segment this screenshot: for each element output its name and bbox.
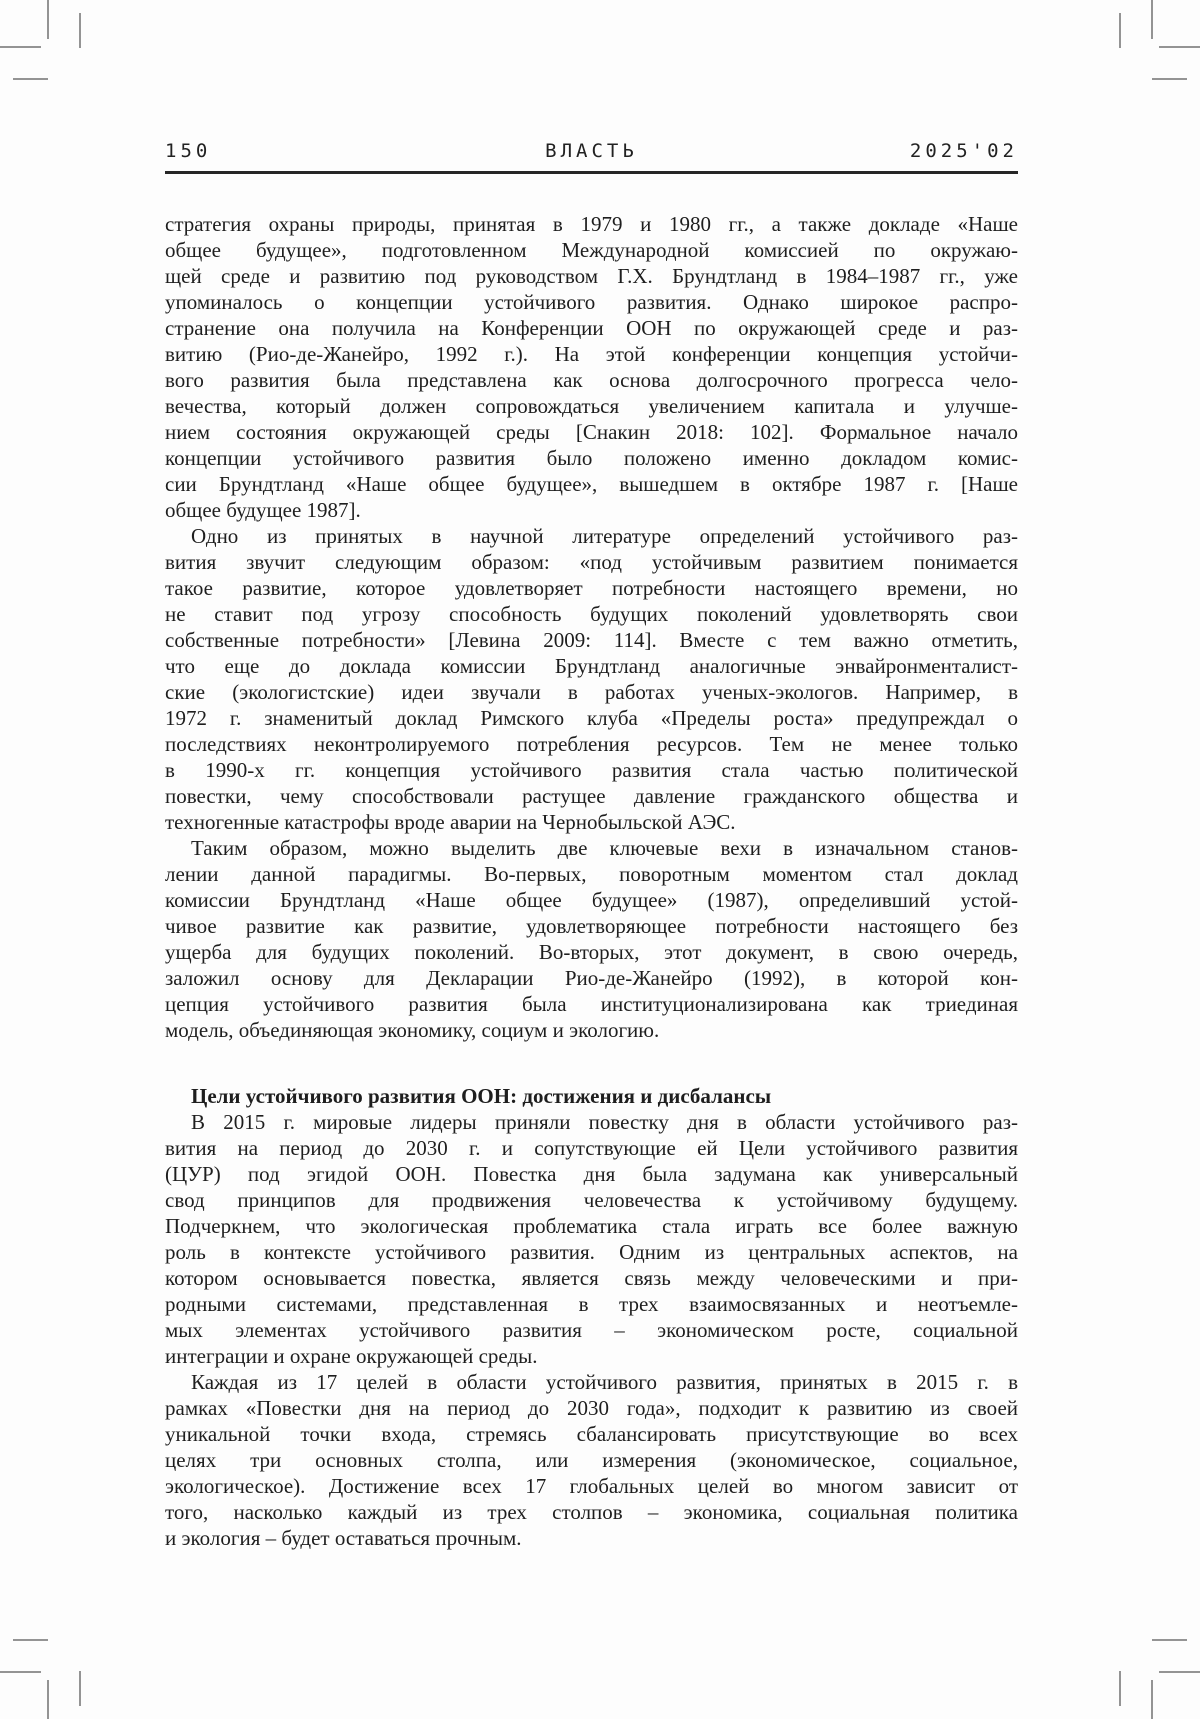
text-line: общее будущее», подготовленном Международной комиссией по окружаю-	[165, 238, 1018, 262]
text-line: комиссии Брундтланд «Наше общее будущее» (1987), определивший устой-	[165, 888, 1018, 912]
text-line: котором основывается повестка, является связь между человеческими и при-	[165, 1266, 1018, 1290]
page-content	[165, 140, 1018, 1551]
text-line: вития на период до 2030 г. и сопутствующие ей Цели устойчивого развития	[165, 1136, 1018, 1160]
page-number: 150	[165, 140, 212, 162]
paragraph	[165, 523, 1018, 835]
article-text	[165, 211, 1018, 1551]
text-line: щей среде и развитию под руководством Г.Х. Брундтланд в 1984–1987 гг., уже	[165, 264, 1018, 288]
text-line: заложил основу для Декларации Рио-де-Жанейро (1992), в которой кон-	[165, 966, 1018, 990]
text-line: Подчеркнем, что экологическая проблематика стала играть все более важную	[165, 1214, 1018, 1238]
text-line: роль в контексте устойчивого развития. Одним из центральных аспектов, на	[165, 1240, 1018, 1264]
text-line: свод принципов для продвижения человечества к устойчивому будущему.	[165, 1188, 1018, 1212]
crop-mark	[47, 0, 49, 39]
text-line: последствиях неконтролируемого потребления ресурсов. Тем не менее только	[165, 732, 1018, 756]
crop-mark	[79, 13, 81, 48]
text-line: упоминалось о концепции устойчивого развития. Однако широкое распро-	[165, 290, 1018, 314]
text-line: того, насколько каждый из трех столпов – экономика, социальная политика	[165, 1500, 1018, 1524]
crop-mark	[47, 1680, 49, 1719]
text-line: В 2015 г. мировые лидеры приняли повестку дня в области устойчивого раз-	[191, 1110, 1018, 1134]
paragraph	[165, 211, 1018, 523]
text-line: нием состояния окружающей среды [Снакин 2018: 102]. Формальное начало	[165, 420, 1018, 444]
text-line: 1972 г. знаменитый доклад Римского клуба «Пределы роста» предупреждал о	[165, 706, 1018, 730]
text-line: концепции устойчивого развития было положено именно докладом комис-	[165, 446, 1018, 470]
crop-mark	[1119, 13, 1121, 48]
text-line: (ЦУР) под эгидой ООН. Повестка дня была задумана как универсальный	[165, 1162, 1018, 1186]
text-line: техногенные катастрофы вроде аварии на Чернобыльской АЭС.	[165, 810, 736, 834]
text-line: в 1990-х гг. концепция устойчивого развития стала частью политической	[165, 758, 1018, 782]
crop-mark	[1159, 1671, 1200, 1673]
text-line: цепция устойчивого развития была институционализирована как триединая	[165, 992, 1018, 1016]
paragraph	[165, 1109, 1018, 1369]
text-line: странение она получила на Конференции ООН по окружающей среде и раз-	[165, 316, 1018, 340]
text-line: сии Брундтланд «Наше общее будущее», вышедшем в октябре 1987 г. [Наше	[165, 472, 1018, 496]
crop-mark	[13, 1639, 48, 1641]
text-line: такое развитие, которое удовлетворяет потребности настоящего времени, но	[165, 576, 1018, 600]
crop-mark	[1159, 46, 1200, 48]
text-line: что еще до доклада комиссии Брундтланд аналогичные энвайронменталист-	[165, 654, 1018, 678]
paragraph	[165, 835, 1018, 1043]
text-line: экологическое). Достижение всех 17 глобальных целей во многом зависит от	[165, 1474, 1018, 1498]
text-line: Таким образом, можно выделить две ключевые вехи в изначальном станов-	[191, 836, 1018, 860]
text-line: ские (экологистские) идеи звучали в работах ученых-экологов. Например, в	[165, 680, 1018, 704]
text-line: целях три основных столпа, или измерения (экономическое, социальное,	[165, 1448, 1018, 1472]
crop-mark	[13, 78, 48, 80]
section-heading: Цели устойчивого развития ООН: достижения и дисбалансы	[191, 1084, 772, 1108]
text-line: вечества, который должен сопровождаться увеличением капитала и улучше-	[165, 394, 1018, 418]
text-line: мых элементах устойчивого развития – экономическом росте, социальной	[165, 1318, 1018, 1342]
text-line: и экология – будет оставаться прочным.	[165, 1526, 522, 1550]
text-line: Одно из принятых в научной литературе определений устойчивого раз-	[191, 524, 1018, 548]
issue-label: 2025'02	[909, 140, 1018, 162]
text-line: рамках «Повестки дня на период до 2030 года», подходит к развитию из своей	[165, 1396, 1018, 1420]
crop-mark	[0, 46, 41, 48]
text-line: общее будущее 1987].	[165, 498, 361, 522]
text-line: вития звучит следующим образом: «под устойчивым развитием понимается	[165, 550, 1018, 574]
crop-mark	[1152, 1639, 1187, 1641]
crop-mark	[1119, 1671, 1121, 1706]
journal-title: ВЛАСТЬ	[545, 140, 638, 162]
text-line: родными системами, представленная в трех взаимосвязанных и неотъемле-	[165, 1292, 1018, 1316]
text-line: лении данной парадигмы. Во-первых, поворотным моментом стал доклад	[165, 862, 1018, 886]
crop-mark	[1151, 0, 1153, 39]
text-line: не ставит под угрозу способность будущих поколений удовлетворять свои	[165, 602, 1018, 626]
text-line: интеграции и охране окружающей среды.	[165, 1344, 538, 1368]
text-line: вого развития была представлена как основа долгосрочного прогресса чело-	[165, 368, 1018, 392]
text-line: витию (Рио-де-Жанейро, 1992 г.). На этой конференции концепция устойчи-	[165, 342, 1018, 366]
text-line: Каждая из 17 целей в области устойчивого развития, принятых в 2015 г. в	[191, 1370, 1018, 1394]
text-line: ущерба для будущих поколений. Во-вторых, этот документ, в свою очередь,	[165, 940, 1018, 964]
text-line: модель, объединяющая экономику, социум и экологию.	[165, 1018, 660, 1042]
text-line: уникальной точки входа, стремясь сбалансировать присутствующие во всех	[165, 1422, 1018, 1446]
crop-mark	[79, 1671, 81, 1706]
crop-mark	[0, 1671, 41, 1673]
paragraph	[165, 1369, 1018, 1551]
crop-mark	[1151, 1680, 1153, 1719]
text-line: стратегия охраны природы, принятая в 1979 и 1980 гг., а также докладе «Наше	[165, 212, 1018, 236]
crop-mark	[1152, 78, 1187, 80]
text-line: собственные потребности» [Левина 2009: 114]. Вместе с тем важно отметить,	[165, 628, 1018, 652]
running-header	[165, 140, 1018, 174]
text-line: повестки, чему способствовали растущее давление гражданского общества и	[165, 784, 1018, 808]
text-line: чивое развитие как развитие, удовлетворяющее потребности настоящего без	[165, 914, 1018, 938]
